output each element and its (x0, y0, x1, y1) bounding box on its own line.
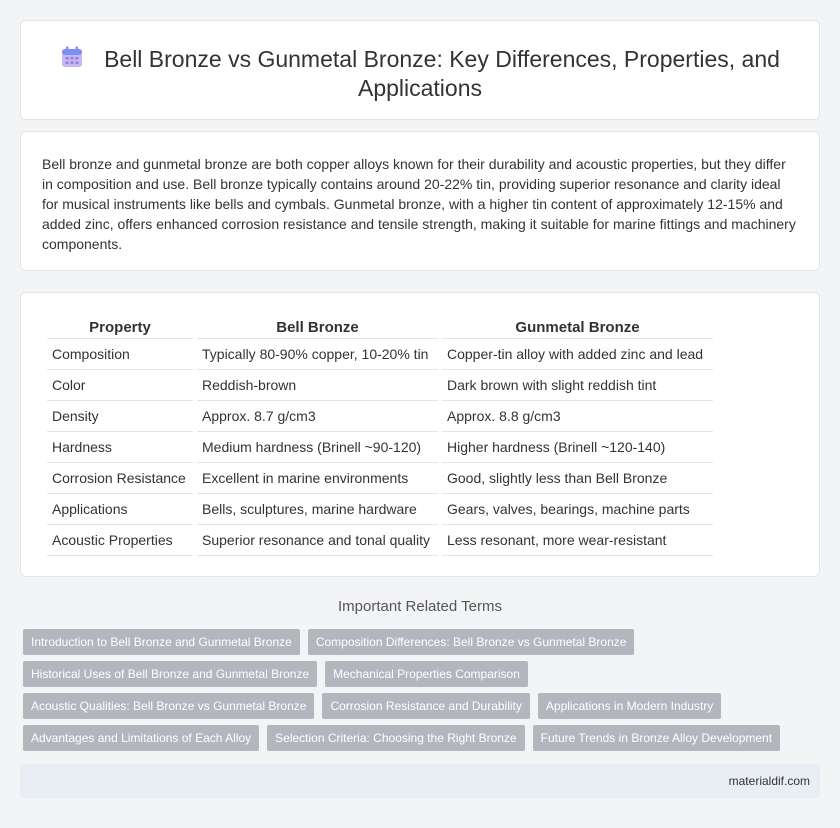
comparison-table (43, 311, 717, 556)
table-cell: Typically 80-90% copper, 10-20% tin (197, 339, 438, 370)
term-link[interactable]: Advantages and Limitations of Each Alloy (23, 725, 259, 751)
table-cell: Composition (47, 339, 193, 370)
table-cell: Approx. 8.7 g/cm3 (197, 401, 438, 432)
table-cell: Hardness (47, 432, 193, 463)
table-cell: Density (47, 401, 193, 432)
comparison-card (20, 292, 820, 577)
table-row (47, 525, 713, 556)
term-row (23, 629, 823, 655)
header-card (20, 20, 820, 120)
table-cell: Approx. 8.8 g/cm3 (442, 401, 713, 432)
table-cell: Reddish-brown (197, 370, 438, 401)
table-row (47, 401, 713, 432)
table-cell: Higher hardness (Brinell ~120-140) (442, 432, 713, 463)
column-header-bell-bronze: Bell Bronze (197, 311, 438, 339)
table-row (47, 370, 713, 401)
page-title-wrap (21, 45, 819, 103)
term-link[interactable]: Corrosion Resistance and Durability (322, 693, 529, 719)
page-title: Bell Bronze vs Gunmetal Bronze: Key Differences, Properties, and Applications (104, 46, 780, 101)
term-link[interactable]: Selection Criteria: Choosing the Right Bronze (267, 725, 524, 751)
table-cell: Less resonant, more wear-resistant (442, 525, 713, 556)
term-row (23, 725, 823, 751)
table-cell: Acoustic Properties (47, 525, 193, 556)
table-row (47, 463, 713, 494)
intro-card (20, 131, 820, 271)
table-cell: Applications (47, 494, 193, 525)
term-link[interactable]: Mechanical Properties Comparison (325, 661, 528, 687)
table-cell: Copper-tin alloy with added zinc and lead (442, 339, 713, 370)
table-row (47, 432, 713, 463)
term-link[interactable]: Future Trends in Bronze Alloy Development (533, 725, 780, 751)
column-header-gunmetal-bronze: Gunmetal Bronze (442, 311, 713, 339)
related-terms-title: Important Related Terms (338, 598, 502, 615)
intro-paragraph: Bell bronze and gunmetal bronze are both copper alloys known for their durability and acoustic properties, but they differ in composition and use. Bell bronze typically contains around 20-22% tin, providing superior resonance and clarity ideal for musical instruments like bells and cymbals. Gunmetal bronze, with a higher tin content of approximately 12-15% and added zinc, offers enhanced corrosion resistance and tensile strength, making it suitable for marine fittings and machinery components. (42, 156, 796, 252)
column-header-property: Property (47, 311, 193, 339)
table-cell: Medium hardness (Brinell ~90-120) (197, 432, 438, 463)
table-row (47, 339, 713, 370)
table-cell: Dark brown with slight reddish tint (442, 370, 713, 401)
term-link[interactable]: Introduction to Bell Bronze and Gunmetal Bronze (23, 629, 300, 655)
related-terms-list (23, 629, 823, 757)
table-cell: Gears, valves, bearings, machine parts (442, 494, 713, 525)
term-link[interactable]: Composition Differences: Bell Bronze vs Gunmetal Bronze (308, 629, 635, 655)
term-row (23, 693, 823, 719)
term-link[interactable]: Historical Uses of Bell Bronze and Gunmetal Bronze (23, 661, 317, 687)
table-cell: Excellent in marine environments (197, 463, 438, 494)
term-link[interactable]: Acoustic Qualities: Bell Bronze vs Gunmetal Bronze (23, 693, 314, 719)
table-cell: Color (47, 370, 193, 401)
table-cell: Superior resonance and tonal quality (197, 525, 438, 556)
table-cell: Bells, sculptures, marine hardware (197, 494, 438, 525)
table-header-row (47, 311, 713, 339)
table-cell: Corrosion Resistance (47, 463, 193, 494)
term-link[interactable]: Applications in Modern Industry (538, 693, 721, 719)
calendar-icon (60, 45, 84, 69)
footer-site-link[interactable]: materialdif.com (728, 774, 810, 788)
footer (20, 764, 820, 798)
table-cell: Good, slightly less than Bell Bronze (442, 463, 713, 494)
table-row (47, 494, 713, 525)
term-row (23, 661, 823, 687)
